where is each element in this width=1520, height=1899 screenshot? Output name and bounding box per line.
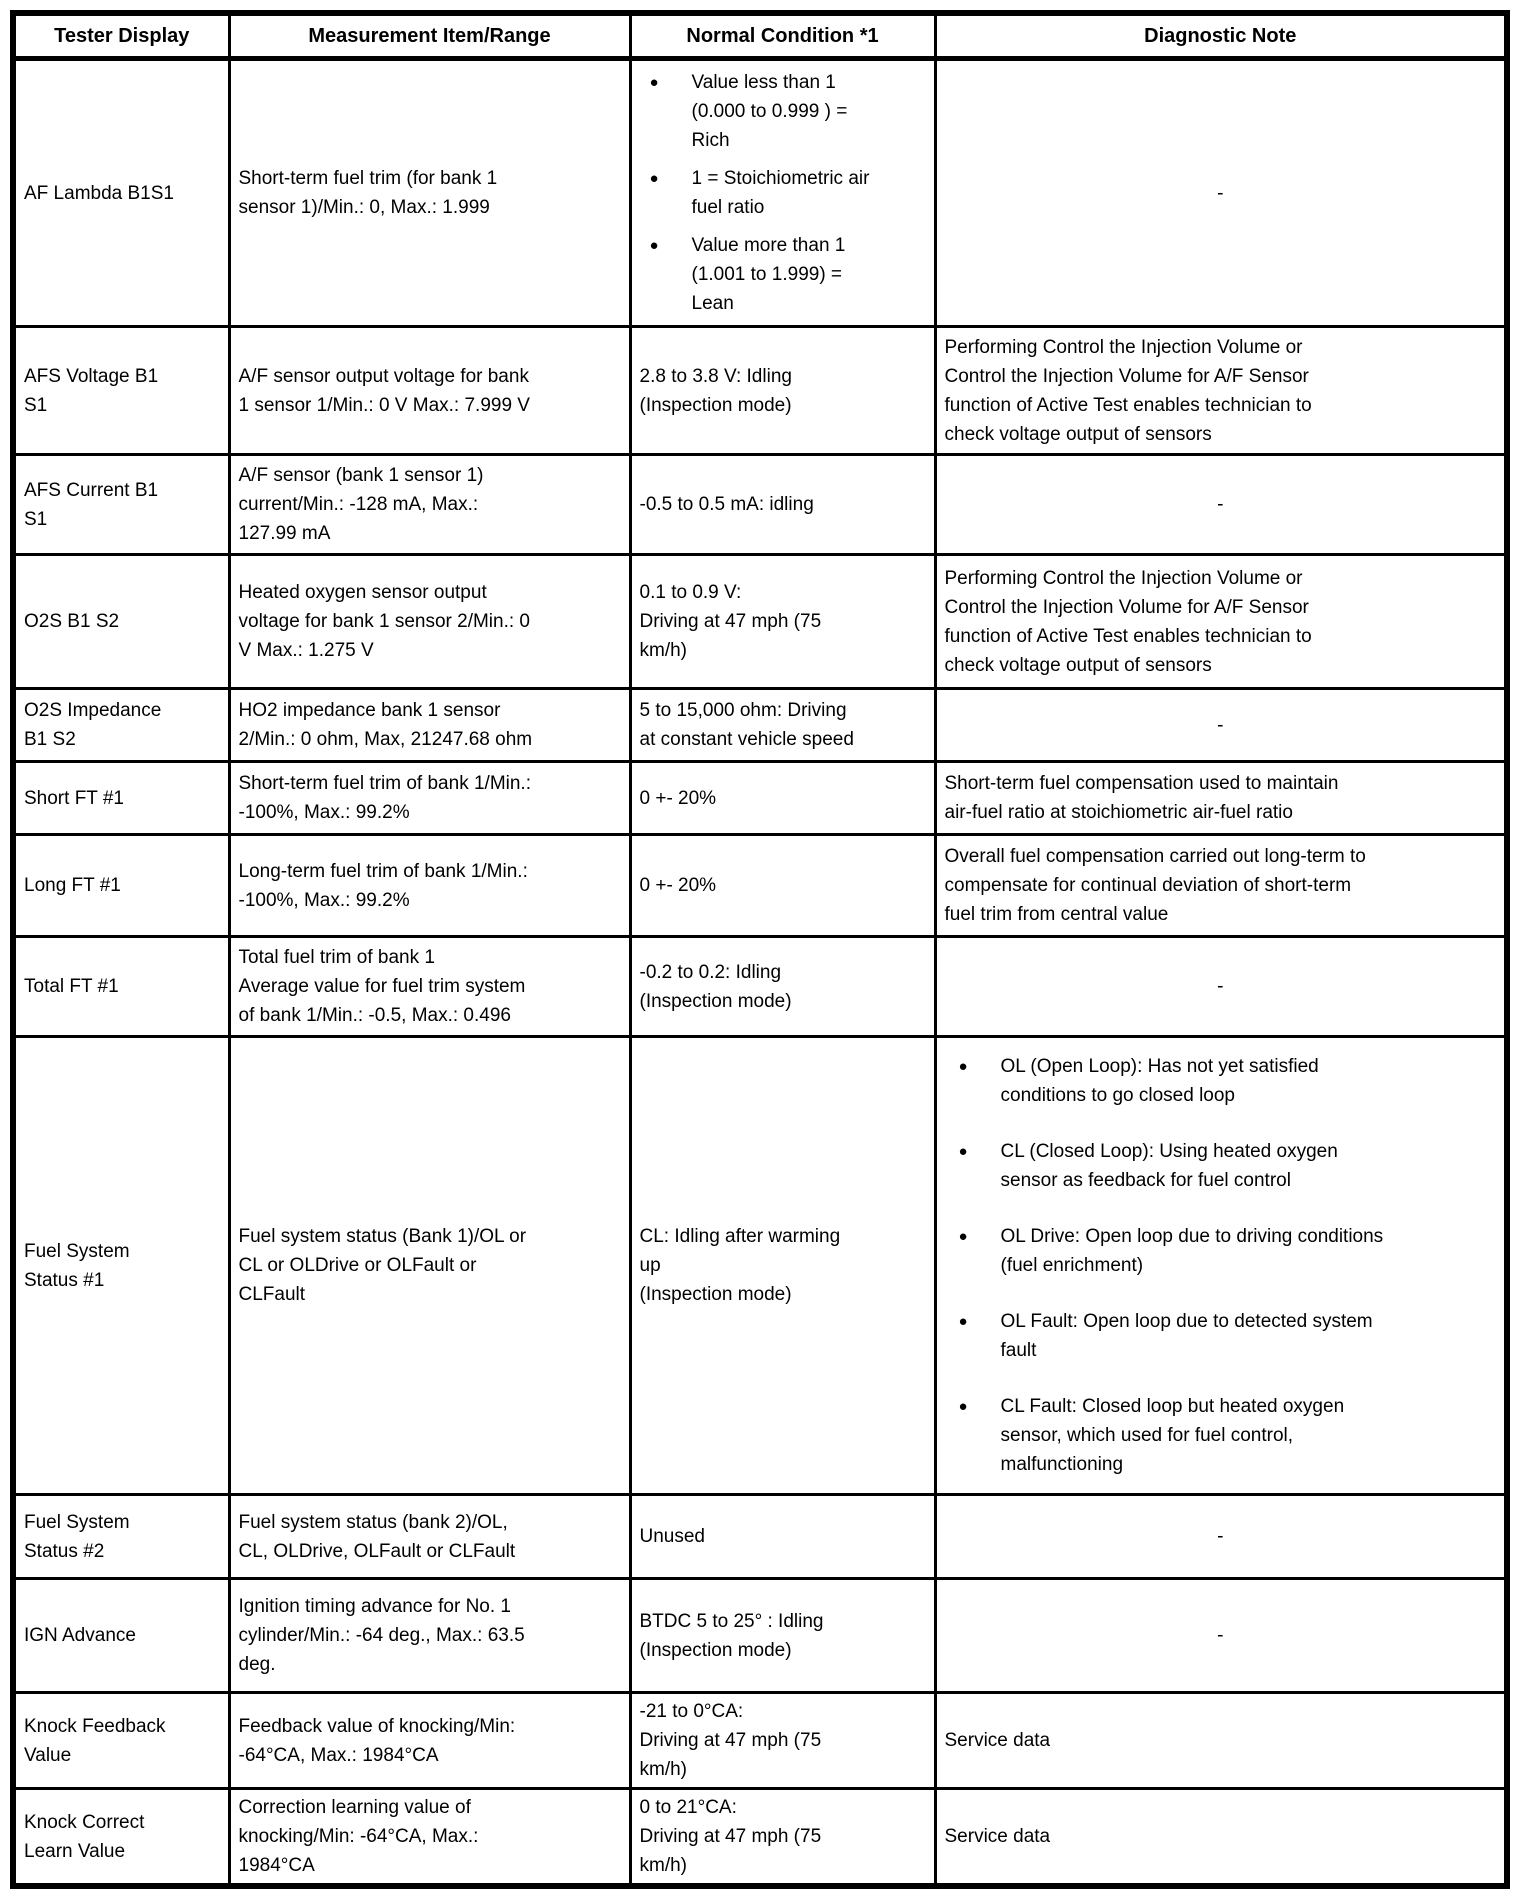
cell-diagnostic-note (935, 835, 1507, 937)
cell-text-line: (Inspection mode) (639, 1284, 792, 1305)
table-row (13, 1693, 1507, 1789)
column-header-tester-display: Tester Display (13, 13, 229, 59)
cell-text-line: AFS Current B1 (24, 479, 159, 501)
cell-text-line: compensate for continual deviation of short-term (944, 875, 1352, 896)
cell-measurement (229, 1579, 630, 1693)
cell-text-line: (Inspection mode) (639, 1639, 792, 1661)
cell-text-line: of bank 1/Min.: -0.5, Max.: 0.496 (238, 1005, 511, 1026)
cell-text-line: Lean (691, 293, 734, 314)
cell-text-line: Knock Feedback (24, 1715, 166, 1737)
bullet-item (650, 231, 926, 318)
cell-text-line: -0.2 to 0.2: Idling (639, 961, 782, 983)
cell-text-line: Performing Control the Injection Volume or (944, 567, 1303, 589)
column-header-diagnostic-note: Diagnostic Note (935, 13, 1507, 59)
bullet-icon: ● (958, 1143, 968, 1160)
cell-text-line: check voltage output of sensors (944, 654, 1212, 676)
cell-text-line: km/h) (639, 1759, 687, 1780)
cell-text-line: km/h) (639, 1855, 687, 1876)
bullet-icon: ● (649, 170, 659, 187)
cell-text-line: Rich (691, 130, 730, 151)
bullet-icon: ● (958, 1313, 968, 1330)
cell-text-line: 2/Min.: 0 ohm, Max, 21247.68 ohm (238, 729, 533, 750)
cell-text-line: Knock Correct (24, 1811, 145, 1833)
cell-text-line: 5 to 15,000 ohm: Driving (639, 700, 847, 721)
cell-text-line: (1.001 to 1.999) = (691, 264, 843, 285)
bullet-item (650, 68, 926, 155)
cell-text-line: 0.1 to 0.9 V: (639, 582, 742, 603)
cell-text-line: Control the Injection Volume for A/F Sensor (944, 596, 1309, 618)
cell-text-line: CL (Closed Loop): Using heated oxygen (1000, 1141, 1338, 1162)
cell-measurement (229, 1693, 630, 1789)
cell-normal-condition (630, 1579, 935, 1693)
cell-text-line: fuel ratio (691, 197, 765, 218)
table-row (13, 1579, 1507, 1693)
table-row (13, 689, 1507, 762)
cell-measurement (229, 555, 630, 689)
cell-text-line: (Inspection mode) (639, 394, 792, 416)
cell-text-line: CL: Idling after warming (639, 1226, 841, 1247)
cell-text-line: - (1217, 976, 1224, 997)
cell-measurement (229, 1037, 630, 1495)
cell-text-line: CL Fault: Closed loop but heated oxygen (1000, 1396, 1345, 1417)
cell-normal-condition (630, 1789, 935, 1887)
cell-text-line: CL or OLDrive or OLFault or (238, 1255, 477, 1276)
bullet-text (692, 68, 926, 155)
bullet-item (959, 1052, 1497, 1110)
cell-tester-display (13, 555, 229, 689)
cell-text-line: - (1217, 182, 1224, 204)
cell-text-line: Short FT #1 (24, 787, 124, 809)
cell-diagnostic-note (935, 689, 1507, 762)
cell-text-line: Correction learning value of (238, 1797, 471, 1818)
cell-text-line: 0 +- 20% (639, 787, 717, 809)
table-row (13, 327, 1507, 455)
bullet-text (1001, 1222, 1497, 1280)
cell-text-line: - (1217, 714, 1224, 736)
table-row (13, 835, 1507, 937)
cell-text-line: -100%, Max.: 99.2% (238, 802, 410, 823)
cell-text-line: Overall fuel compensation carried out long-term to (944, 846, 1366, 867)
cell-text-line: Status #2 (24, 1540, 105, 1562)
cell-text-line: O2S Impedance (24, 700, 162, 721)
cell-normal-condition (630, 835, 935, 937)
cell-text-line: Status #1 (24, 1269, 105, 1291)
bullet-item (959, 1307, 1497, 1365)
cell-normal-condition (630, 1693, 935, 1789)
bullet-list (945, 1048, 1497, 1483)
cell-text-line: Fuel System (24, 1511, 130, 1533)
cell-tester-display (13, 327, 229, 455)
bullet-item (959, 1137, 1497, 1195)
cell-text-line: OL Drive: Open loop due to driving conditions (1000, 1226, 1384, 1247)
bullet-icon: ● (958, 1228, 968, 1245)
cell-text-line: -100%, Max.: 99.2% (238, 889, 410, 911)
cell-text-line: Feedback value of knocking/Min: (238, 1715, 516, 1737)
cell-tester-display (13, 1495, 229, 1579)
column-header-measurement-item-range: Measurement Item/Range (229, 13, 630, 59)
cell-text-line: voltage for bank 1 sensor 2/Min.: 0 (238, 611, 530, 632)
cell-tester-display (13, 762, 229, 835)
table-row (13, 59, 1507, 327)
cell-text-line: Fuel System (24, 1240, 130, 1262)
cell-text-line: fault (1000, 1340, 1037, 1361)
bullet-icon: ● (649, 237, 659, 254)
cell-text-line: sensor 1)/Min.: 0, Max.: 1.999 (238, 197, 490, 218)
cell-text-line: CL, OLDrive, OLFault or CLFault (238, 1540, 516, 1562)
cell-text-line: - (1217, 1625, 1224, 1646)
bullet-text (1001, 1137, 1497, 1195)
cell-text-line: at constant vehicle speed (639, 729, 854, 750)
cell-text-line: OL Fault: Open loop due to detected system (1000, 1311, 1373, 1332)
cell-text-line: -21 to 0°CA: (639, 1701, 744, 1722)
cell-text-line: Long FT #1 (24, 875, 121, 896)
table-row (13, 455, 1507, 555)
cell-text-line: function of Active Test enables technician to (944, 394, 1312, 416)
cell-diagnostic-note (935, 327, 1507, 455)
cell-measurement (229, 59, 630, 327)
table-body (13, 59, 1507, 1887)
cell-diagnostic-note (935, 59, 1507, 327)
bullet-text (1001, 1052, 1497, 1110)
cell-diagnostic-note (935, 1789, 1507, 1887)
cell-text-line: -64°CA, Max.: 1984°CA (238, 1744, 439, 1766)
cell-measurement (229, 762, 630, 835)
cell-measurement (229, 689, 630, 762)
cell-measurement (229, 1495, 630, 1579)
table-row (13, 1495, 1507, 1579)
cell-text-line: O2S B1 S2 (24, 611, 120, 632)
cell-measurement (229, 327, 630, 455)
cell-measurement (229, 937, 630, 1037)
cell-text-line: (fuel enrichment) (1000, 1255, 1144, 1276)
cell-normal-condition (630, 762, 935, 835)
cell-text-line: air-fuel ratio at stoichiometric air-fuel ratio (944, 802, 1293, 823)
cell-text-line: BTDC 5 to 25° : Idling (639, 1610, 824, 1632)
cell-tester-display (13, 59, 229, 327)
cell-tester-display (13, 1037, 229, 1495)
cell-text-line: conditions to go closed loop (1000, 1085, 1235, 1106)
cell-text-line: Unused (639, 1526, 705, 1547)
cell-text-line: Performing Control the Injection Volume or (944, 336, 1303, 358)
cell-text-line: Average value for fuel trim system (238, 976, 526, 997)
cell-text-line: - (1217, 494, 1224, 515)
cell-text-line: Control the Injection Volume for A/F Sensor (944, 365, 1309, 387)
data-list-table (10, 10, 1510, 1889)
cell-text-line: 0 +- 20% (639, 875, 717, 896)
cell-text-line: Value (24, 1744, 72, 1766)
cell-tester-display (13, 1693, 229, 1789)
column-header-normal-condition: Normal Condition *1 (630, 13, 935, 59)
cell-text-line: Total fuel trim of bank 1 (238, 947, 435, 968)
bullet-icon: ● (649, 74, 659, 91)
cell-text-line: -0.5 to 0.5 mA: idling (639, 494, 814, 515)
bullet-text (692, 231, 926, 318)
cell-text-line: 1 sensor 1/Min.: 0 V Max.: 7.999 V (238, 394, 530, 416)
cell-text-line: Short-term fuel trim (for bank 1 (238, 168, 498, 189)
cell-text-line: CLFault (238, 1284, 306, 1305)
cell-diagnostic-note (935, 1037, 1507, 1495)
cell-text-line: Short-term fuel compensation used to maintain (944, 773, 1339, 794)
cell-text-line: B1 S2 (24, 729, 76, 750)
table-row (13, 1037, 1507, 1495)
cell-measurement (229, 1789, 630, 1887)
cell-text-line: Driving at 47 mph (75 (639, 1826, 822, 1847)
cell-text-line: Learn Value (24, 1840, 126, 1862)
cell-text-line: function of Active Test enables technician to (944, 625, 1312, 647)
cell-text-line: current/Min.: -128 mA, Max.: (238, 494, 479, 515)
cell-normal-condition (630, 59, 935, 327)
cell-tester-display (13, 689, 229, 762)
cell-text-line: Value less than 1 (691, 72, 836, 93)
cell-text-line: A/F sensor (bank 1 sensor 1) (238, 465, 484, 486)
cell-text-line: up (639, 1255, 661, 1276)
cell-text-line: km/h) (639, 640, 687, 661)
cell-tester-display (13, 1579, 229, 1693)
cell-text-line: - (1217, 1526, 1224, 1547)
cell-text-line: 0 to 21°CA: (639, 1797, 737, 1818)
cell-text-line: Ignition timing advance for No. 1 (238, 1596, 511, 1617)
cell-measurement (229, 835, 630, 937)
table-row (13, 555, 1507, 689)
cell-diagnostic-note (935, 1495, 1507, 1579)
bullet-text (1001, 1307, 1497, 1365)
table-row (13, 762, 1507, 835)
cell-diagnostic-note (935, 762, 1507, 835)
table-row (13, 937, 1507, 1037)
table-row (13, 1789, 1507, 1887)
cell-text-line: S1 (24, 508, 48, 530)
cell-text-line: Long-term fuel trim of bank 1/Min.: (238, 860, 528, 882)
bullet-list (640, 64, 926, 322)
bullet-text (692, 164, 926, 222)
cell-diagnostic-note (935, 1693, 1507, 1789)
cell-normal-condition (630, 1495, 935, 1579)
bullet-item (959, 1392, 1497, 1479)
cell-text-line: Value more than 1 (691, 235, 846, 256)
cell-text-line: 2.8 to 3.8 V: Idling (639, 365, 792, 387)
cell-normal-condition (630, 455, 935, 555)
cell-text-line: 127.99 mA (238, 523, 331, 544)
cell-text-line: check voltage output of sensors (944, 423, 1212, 445)
cell-tester-display (13, 1789, 229, 1887)
cell-text-line: malfunctioning (1000, 1454, 1124, 1475)
cell-text-line: sensor, which used for fuel control, (1000, 1425, 1294, 1446)
cell-tester-display (13, 937, 229, 1037)
cell-text-line: OL (Open Loop): Has not yet satisfied (1000, 1056, 1319, 1077)
cell-tester-display (13, 835, 229, 937)
cell-diagnostic-note (935, 455, 1507, 555)
cell-text-line: sensor as feedback for fuel control (1000, 1170, 1291, 1191)
bullet-icon: ● (958, 1058, 968, 1075)
cell-normal-condition (630, 1037, 935, 1495)
cell-tester-display (13, 455, 229, 555)
cell-text-line: Driving at 47 mph (75 (639, 611, 822, 632)
bullet-text (1001, 1392, 1497, 1479)
cell-text-line: (0.000 to 0.999 ) = (691, 101, 848, 122)
cell-text-line: (Inspection mode) (639, 990, 792, 1012)
cell-text-line: deg. (238, 1654, 276, 1675)
cell-text-line: cylinder/Min.: -64 deg., Max.: 63.5 (238, 1625, 525, 1646)
cell-text-line: knocking/Min: -64°CA, Max.: (238, 1826, 479, 1847)
cell-normal-condition (630, 555, 935, 689)
cell-text-line: A/F sensor output voltage for bank (238, 365, 529, 387)
cell-diagnostic-note (935, 937, 1507, 1037)
cell-normal-condition (630, 937, 935, 1037)
cell-text-line: 1 = Stoichiometric air (691, 168, 870, 189)
cell-text-line: IGN Advance (24, 1625, 136, 1646)
cell-normal-condition (630, 689, 935, 762)
cell-text-line: Service data (944, 1730, 1051, 1751)
cell-text-line: Short-term fuel trim of bank 1/Min.: (238, 773, 531, 794)
cell-text-line: 1984°CA (238, 1855, 315, 1876)
bullet-icon: ● (958, 1398, 968, 1415)
cell-text-line: Driving at 47 mph (75 (639, 1730, 822, 1751)
cell-text-line: Heated oxygen sensor output (238, 582, 487, 603)
cell-text-line: AFS Voltage B1 (24, 365, 159, 387)
cell-text-line: AF Lambda B1S1 (24, 182, 174, 204)
cell-text-line: V Max.: 1.275 V (238, 640, 374, 661)
cell-text-line: HO2 impedance bank 1 sensor (238, 700, 501, 721)
cell-text-line: fuel trim from central value (944, 904, 1169, 925)
cell-text-line: S1 (24, 394, 48, 416)
bullet-item (959, 1222, 1497, 1280)
cell-text-line: Fuel system status (Bank 1)/OL or (238, 1226, 527, 1247)
cell-diagnostic-note (935, 555, 1507, 689)
cell-text-line: Fuel system status (bank 2)/OL, (238, 1511, 508, 1533)
bullet-item (650, 164, 926, 222)
cell-text-line: Service data (944, 1826, 1051, 1847)
table-header-row (13, 13, 1507, 59)
cell-measurement (229, 455, 630, 555)
cell-text-line: Total FT #1 (24, 976, 119, 997)
cell-diagnostic-note (935, 1579, 1507, 1693)
cell-normal-condition (630, 327, 935, 455)
